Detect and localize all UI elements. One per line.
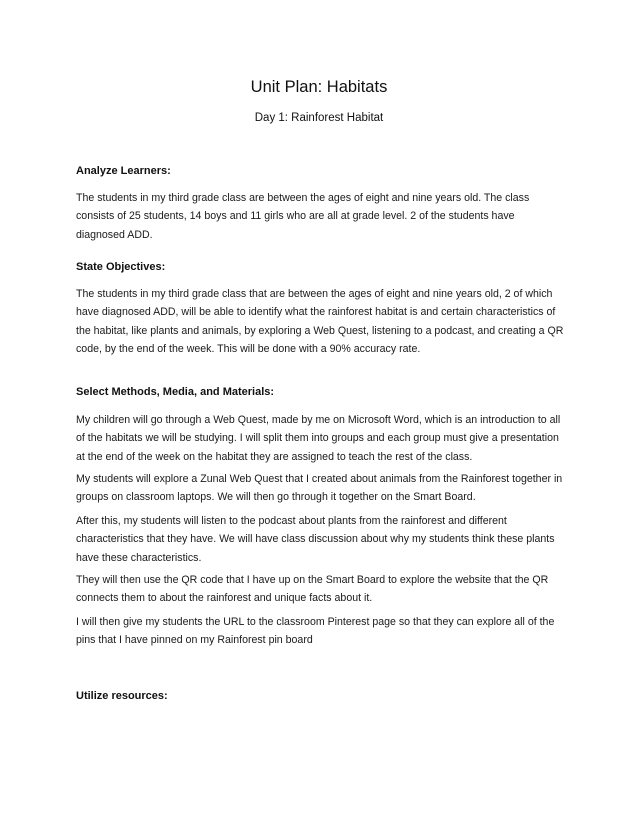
section-heading: Analyze Learners: xyxy=(76,165,171,177)
section-methods-body-5 xyxy=(76,613,566,650)
paragraph: The students in my third grade class are between the ages of eight and nine years old. The class consists of 25 students, 14 boys and 11 girls who are all at grade level. 2 of the students have diagnosed ADD. xyxy=(76,192,530,241)
document-title: Unit Plan: Habitats xyxy=(250,78,388,96)
section-heading: State Objectives: xyxy=(76,261,166,273)
section-state-objectives xyxy=(76,259,566,275)
document-subtitle: Day 1: Rainforest Habitat xyxy=(254,112,384,124)
section-methods-media-materials xyxy=(76,384,566,400)
section-methods-body-4 xyxy=(76,571,566,608)
paragraph: They will then use the QR code that I have up on the Smart Board to explore the website that the QR connects them to about the rainforest and unique facts about it. xyxy=(76,574,549,605)
section-methods-body-2 xyxy=(76,470,566,507)
paragraph: I will then give my students the URL to the classroom Pinterest page so that they can explore all of the pins that I have pinned on my Rainforest pin board xyxy=(76,616,555,647)
section-heading: Select Methods, Media, and Materials: xyxy=(76,386,275,398)
section-objectives-body xyxy=(76,285,566,359)
section-methods-body-3 xyxy=(76,512,566,567)
paragraph: My students will explore a Zunal Web Quest that I created about animals from the Rainforest together in groups on classroom laptops. We will then go through it together on the Smart Board. xyxy=(76,473,563,504)
paragraph: My children will go through a Web Quest, made by me on Microsoft Word, which is an introduction to all of the habitats we will be studying. I will split them into groups and each group must give a presentation at the end of the week on the habitat they are assigned to teach the rest of the class. xyxy=(76,414,561,463)
section-methods-body-1 xyxy=(76,411,566,466)
section-heading: Utilize resources: xyxy=(76,690,168,702)
paragraph: The students in my third grade class that are between the ages of eight and nine years old, 2 of which have diagnosed ADD, will be able to identify what the rainforest habitat is and certain characteristics of the habitat, like plants and animals, by exploring a Web Quest, listening to a podcast, and creating a QR code, by the end of the week. This will be done with a 90% accuracy rate. xyxy=(76,288,564,356)
section-analyze-learners xyxy=(76,163,566,179)
section-utilize-resources xyxy=(76,688,566,704)
section-analyze-body xyxy=(76,189,566,244)
paragraph: After this, my students will listen to the podcast about plants from the rainforest and different characteristics that they have. We will have class discussion about why my students think these plants have these characteristics. xyxy=(76,515,555,564)
